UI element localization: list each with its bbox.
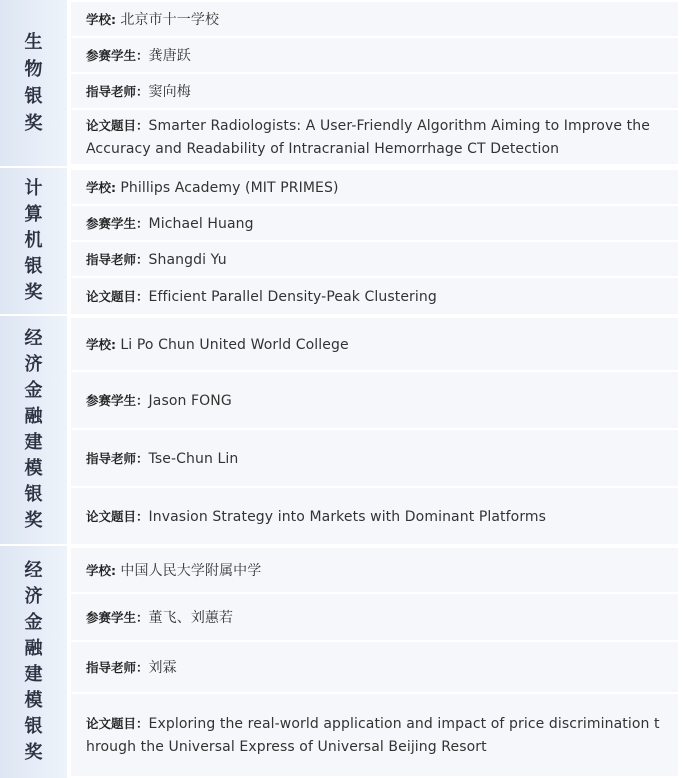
paper-title-value: Invasion Strategy into Markets with Dominant Platforms <box>148 508 547 525</box>
award-category-label <box>25 180 43 302</box>
advisor-label: 指导老师 <box>86 450 137 466</box>
school-row: 学校: Phillips Academy (MIT PRIMES) <box>71 170 678 204</box>
school-row: 学校: Li Po Chun United World College <box>71 318 678 370</box>
award-category-char: 奖 <box>24 510 43 531</box>
advisor-value: Shangdi Yu <box>148 251 227 268</box>
award-category-char: 算 <box>24 204 43 225</box>
award-category-char: 经 <box>24 328 43 349</box>
school-label: 学校 <box>86 562 112 578</box>
award-category-cell <box>0 0 67 166</box>
paper-title-value: Smarter Radiologists: A User-Friendly Algorithm Aiming to Improve the Accuracy and Readability of Intracranial Hemorrhage CT Detection <box>86 118 650 157</box>
award-group <box>0 0 682 166</box>
advisor-label: 指导老师 <box>86 251 137 267</box>
student-value: 董飞、刘蕙若 <box>148 609 234 626</box>
award-category-label <box>25 562 43 762</box>
award-category-char: 金 <box>24 380 43 401</box>
award-category-char: 融 <box>24 638 43 659</box>
award-category-char: 融 <box>24 406 43 427</box>
paper-title-label: 论文题目 <box>86 118 137 133</box>
paper-title-value: Efficient Parallel Density-Peak Clustering <box>148 288 437 305</box>
award-category-char: 建 <box>24 664 43 685</box>
student-row: 参赛学生：Michael Huang <box>71 206 678 240</box>
school-value: Phillips Academy (MIT PRIMES) <box>120 179 339 196</box>
paper-title-row: 论文题目：Invasion Strategy into Markets with Dominant Platforms <box>71 488 678 544</box>
award-group <box>0 168 682 314</box>
award-category-char: 奖 <box>24 742 43 763</box>
award-category-char: 建 <box>24 432 43 453</box>
school-row: 学校: 中国人民大学附属中学 <box>71 548 678 592</box>
award-category-char: 金 <box>24 612 43 633</box>
award-category-char: 银 <box>24 716 43 737</box>
award-category-char: 生 <box>24 31 43 53</box>
award-category-char: 银 <box>24 484 43 505</box>
award-category-char: 计 <box>24 178 43 199</box>
award-category-cell <box>0 168 67 314</box>
student-row: 参赛学生：董飞、刘蕙若 <box>71 594 678 640</box>
student-label: 参赛学生 <box>86 47 137 63</box>
student-value: Michael Huang <box>148 215 254 232</box>
paper-title-label: 论文题目 <box>86 288 137 304</box>
school-value: 北京市十一学校 <box>120 11 220 28</box>
award-category-cell <box>0 546 67 778</box>
award-category-char: 物 <box>24 58 43 80</box>
school-row: 学校: 北京市十一学校 <box>71 2 678 36</box>
advisor-label: 指导老师 <box>86 659 137 675</box>
paper-title-row: 论文题目：Efficient Parallel Density-Peak Clustering <box>71 278 678 314</box>
award-group <box>0 546 682 778</box>
advisor-value: 刘霖 <box>148 659 177 676</box>
school-label: 学校 <box>86 11 112 27</box>
award-category-char: 模 <box>24 458 43 479</box>
advisor-value: 窦向梅 <box>148 83 191 100</box>
award-group <box>0 316 682 544</box>
paper-title-label: 论文题目 <box>86 508 137 524</box>
student-label: 参赛学生 <box>86 392 137 408</box>
student-row: 参赛学生：龚唐跃 <box>71 38 678 72</box>
award-category-char: 奖 <box>24 282 43 303</box>
student-row: 参赛学生：Jason FONG <box>71 372 678 428</box>
advisor-value: Tse-Chun Lin <box>148 450 239 467</box>
student-label: 参赛学生 <box>86 609 137 625</box>
award-category-char: 模 <box>24 690 43 711</box>
award-category-cell <box>0 316 67 544</box>
school-label: 学校 <box>86 179 112 195</box>
paper-title-value: Exploring the real-world application and impact of price discrimination through the Universal Express of Universal Beijing Resort <box>86 716 660 755</box>
award-category-label <box>24 31 43 134</box>
paper-title-row: 论文题目：Exploring the real-world application and impact of price discrimination through the Universal Express of Universal Beijing Resort <box>71 694 678 776</box>
award-category-char: 奖 <box>24 112 43 134</box>
award-category-label <box>25 330 43 530</box>
award-category-char: 机 <box>24 230 43 251</box>
paper-title-row: 论文题目：Smarter Radiologists: A User-Friendly Algorithm Aiming to Improve the Accuracy and Readability of Intracranial Hemorrhage CT Detection <box>71 110 678 164</box>
student-label: 参赛学生 <box>86 215 137 231</box>
school-label: 学校 <box>86 336 112 352</box>
school-value: Li Po Chun United World College <box>120 336 349 353</box>
award-category-char: 银 <box>24 85 43 107</box>
school-value: 中国人民大学附属中学 <box>120 562 262 579</box>
award-category-char: 济 <box>24 354 43 375</box>
paper-title-label: 论文题目 <box>86 716 137 731</box>
advisor-label: 指导老师 <box>86 83 137 99</box>
advisor-row: 指导老师：Shangdi Yu <box>71 242 678 276</box>
award-category-char: 银 <box>24 256 43 277</box>
advisor-row: 指导老师：刘霖 <box>71 642 678 692</box>
advisor-row: 指导老师：Tse-Chun Lin <box>71 430 678 486</box>
award-category-char: 济 <box>24 586 43 607</box>
student-value: 龚唐跃 <box>148 47 191 64</box>
student-value: Jason FONG <box>148 392 232 409</box>
advisor-row: 指导老师：窦向梅 <box>71 74 678 108</box>
award-category-char: 经 <box>24 560 43 581</box>
